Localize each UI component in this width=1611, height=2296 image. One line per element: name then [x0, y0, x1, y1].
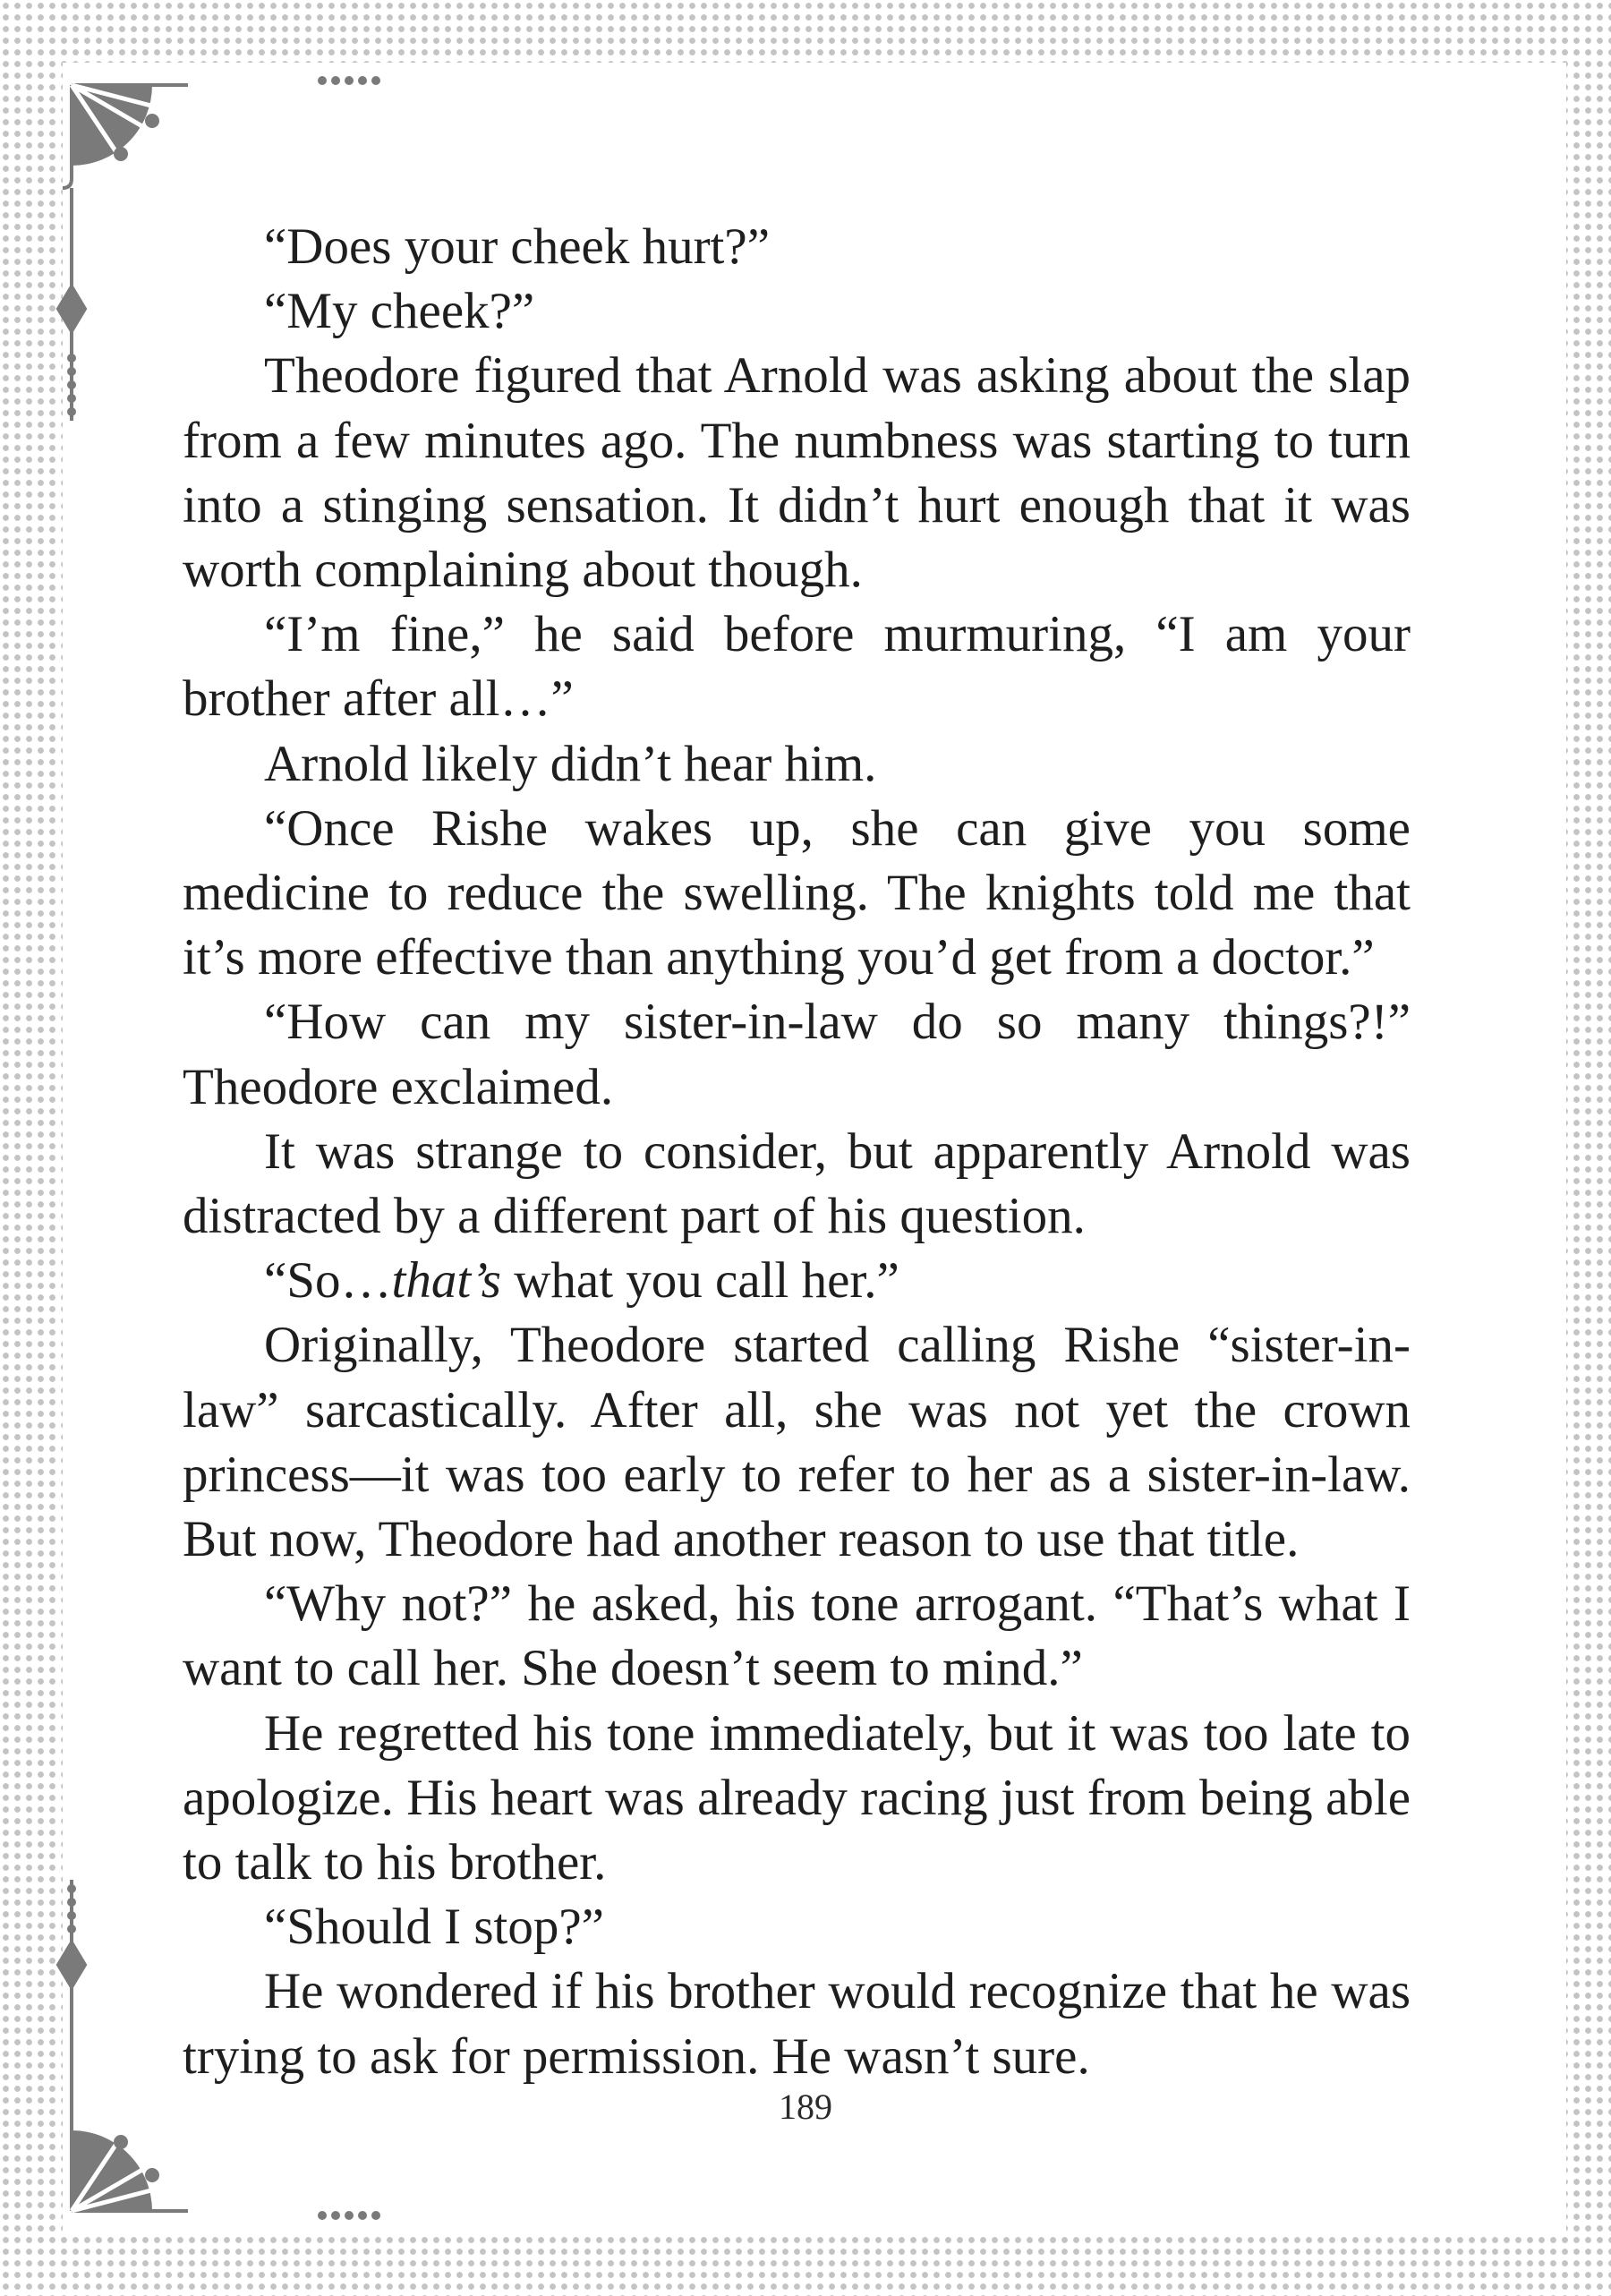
paragraph: [183, 1249, 1411, 1313]
paragraph: “I’m fine,” he said before murmuring, “I am your brother after all…”: [183, 606, 1411, 728]
story-text: [183, 215, 1411, 2089]
paragraph: Originally, Theodore started calling Rishe “sister-in-law” sarcastically. After all, she was not yet the crown princess—it was too early to refer to her as a sister-in-law. But now, Theodore had another reason to use that title.: [183, 1317, 1411, 1568]
paragraph-text: what you call her.”: [501, 1252, 899, 1310]
paragraph: “How can my sister-in-law do so many things?!” Theodore exclaimed.: [183, 994, 1411, 1115]
paragraph: Theodore figured that Arnold was asking about the slap from a few minutes ago. The numbness was starting to turn into a stinging sensation. It didn’t hurt enough that it was worth complaining about though.: [183, 347, 1411, 599]
paragraph: “Once Rishe wakes up, she can give you some medicine to reduce the swelling. The knights told me that it’s more effective than anything you’d get from a doctor.”: [183, 799, 1411, 986]
paragraph-text: “So…: [264, 1252, 392, 1310]
paragraph: “Does your cheek hurt?”: [264, 218, 770, 275]
paragraph: “Why not?” he asked, his tone arrogant. “That’s what I want to call her. She doesn’t seem to mind.”: [183, 1575, 1411, 1697]
paragraph: He regretted his tone immediately, but it was too late to apologize. His heart was already racing just from being able to talk to his brother.: [183, 1704, 1411, 1891]
paragraph: Arnold likely didn’t hear him.: [264, 735, 877, 792]
paragraph: “Should I stop?”: [264, 1899, 604, 1956]
paragraph: It was strange to consider, but apparently Arnold was distracted by a different part of his question.: [183, 1122, 1411, 1245]
corner-ornament-top-left: [63, 85, 192, 188]
page-number: 189: [779, 2087, 832, 2127]
paragraph: He wondered if his brother would recognize that he was trying to ask for permission. He wasn’t sure.: [183, 1963, 1411, 2085]
paragraph: “My cheek?”: [264, 283, 535, 340]
emphasis-text: that’s: [391, 1252, 501, 1310]
